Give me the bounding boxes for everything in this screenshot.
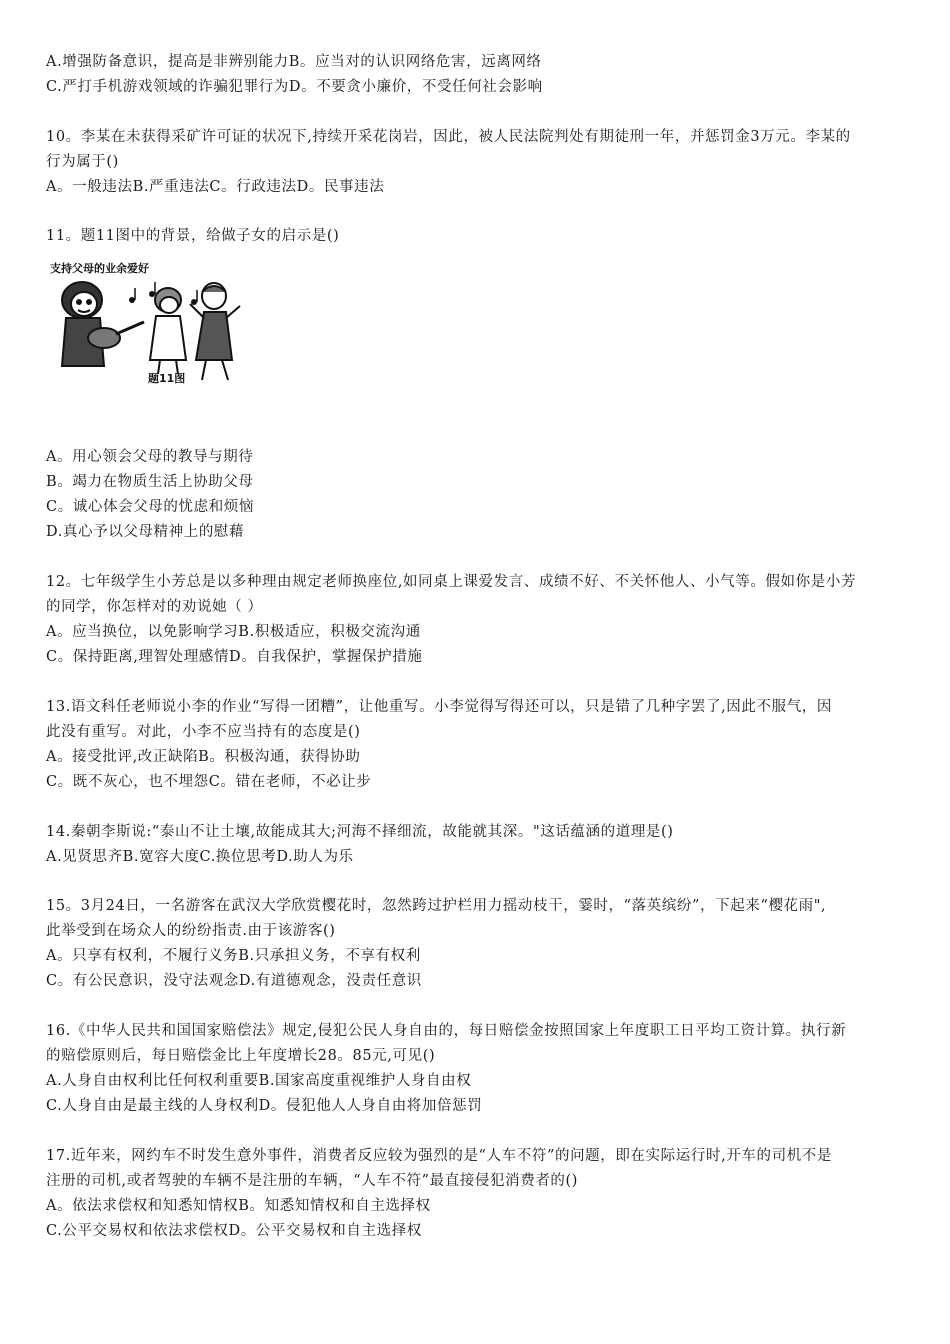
question-11-option-c: C。诚心体会父母的忧虑和烦恼 — [46, 499, 254, 515]
question-13-options-ab: A。接受批评,改正缺陷B。积极沟通，获得协助 — [46, 749, 361, 765]
question-10-options: A。一般违法B.严重违法C。行政违法D。民事违法 — [46, 179, 385, 195]
figure-caption: 题11图 — [148, 372, 186, 385]
question-15-options-ab: A。只享有权利，不履行义务B.只承担义务，不享有权利 — [46, 948, 421, 964]
question-15-stem: 15。3月24日，一名游客在武汉大学欣赏樱花时，忽然跨过护栏用力摇动枝干，霎时，“落英缤纷”，下起来“樱花雨", — [46, 898, 827, 914]
question-10-stem-cont: 行为属于() — [46, 154, 119, 170]
cartoon-illustration — [44, 256, 256, 386]
question-17-options-cd: C.公平交易权和依法求偿权D。公平交易权和自主选择权 — [46, 1223, 422, 1239]
question-13-options-cd: C。既不灰心，也不埋怨C。错在老师，不必让步 — [46, 774, 372, 790]
question-12-stem-cont: 的同学，你怎样对的劝说她（ ） — [46, 599, 263, 615]
question-17-stem: 17.近年来，网约车不时发生意外事件，消费者反应较为强烈的是“人车不符”的问题，即在实际运行时,开车的司机不是 — [46, 1148, 832, 1164]
line-options-9a: A.增强防备意识，提高是非辨别能力B。应当对的认识网络危害，远离网络 — [46, 54, 542, 70]
question-14-stem: 14.秦朝李斯说:“泰山不让土壤,故能成其大;河海不择细流，故能就其深。"这话蕴涵的道理是() — [46, 824, 674, 840]
question-17-options-ab: A。依法求偿权和知悉知情权B。知悉知情权和自主选择权 — [46, 1198, 431, 1214]
question-12-stem: 12。七年级学生小芳总是以多种理由规定老师换座位,如同桌上课爱发言、成绩不好、不关怀他人、小气等。假如你是小芳 — [46, 574, 857, 590]
question-12-options-cd: C。保持距离,理智处理感情D。自我保护，掌握保护措施 — [46, 649, 423, 665]
question-16-stem: 16.《中华人民共和国国家赔偿法》规定,侵犯公民人身自由的，每日赔偿金按照国家上年度职工日平均工资计算。执行新 — [46, 1023, 847, 1039]
question-16-stem-cont: 的赔偿原则后，每日赔偿金比上年度增长28。85元,可见() — [46, 1048, 436, 1064]
question-11-option-a: A。用心领会父母的教导与期待 — [46, 449, 254, 465]
question-11-stem: 11。题11图中的背景，给做子女的启示是() — [46, 228, 340, 244]
question-16-options-ab: A.人身自由权利比任何权利重要B.国家高度重视维护人身自由权 — [46, 1073, 472, 1089]
question-11-option-b: B。竭力在物质生活上协助父母 — [46, 474, 254, 490]
line-options-9b: C.严打手机游戏领域的诈骗犯罪行为D。不要贪小廉价，不受任何社会影响 — [46, 79, 543, 95]
question-12-options-ab: A。应当换位，以免影响学习B.积极适应，积极交流沟通 — [46, 624, 421, 640]
question-11-figure — [44, 256, 256, 386]
question-17-stem-cont: 注册的司机,或者驾驶的车辆不是注册的车辆，“人车不符”最直接侵犯消费者的() — [46, 1173, 579, 1189]
figure-heading: 支持父母的业余爱好 — [50, 262, 149, 275]
question-13-stem-cont: 此没有重写。对此，小李不应当持有的态度是() — [46, 724, 361, 740]
question-16-options-cd: C.人身自由是最主线的人身权利D。侵犯他人人身自由将加倍惩罚 — [46, 1098, 483, 1114]
question-11-option-d: D.真心予以父母精神上的慰藉 — [46, 524, 245, 540]
question-10-stem: 10。李某在未获得采矿许可证的状况下,持续开采花岗岩，因此，被人民法院判处有期徒刑一年，并惩罚金3万元。李某的 — [46, 129, 851, 145]
question-14-options: A.见贤思齐B.宽容大度C.换位思考D.助人为乐 — [46, 849, 354, 865]
son-figure — [62, 282, 144, 366]
mother-figure — [150, 288, 186, 374]
question-15-stem-cont: 此举受到在场众人的纷纷指责.由于该游客() — [46, 923, 336, 939]
question-13-stem: 13.语文科任老师说小李的作业“写得一团糟”，让他重写。小李觉得写得还可以，只是错了几种字罢了,因此不服气，因 — [46, 699, 832, 715]
question-15-options-cd: C。有公民意识，没守法观念D.有道德观念，没责任意识 — [46, 973, 422, 989]
